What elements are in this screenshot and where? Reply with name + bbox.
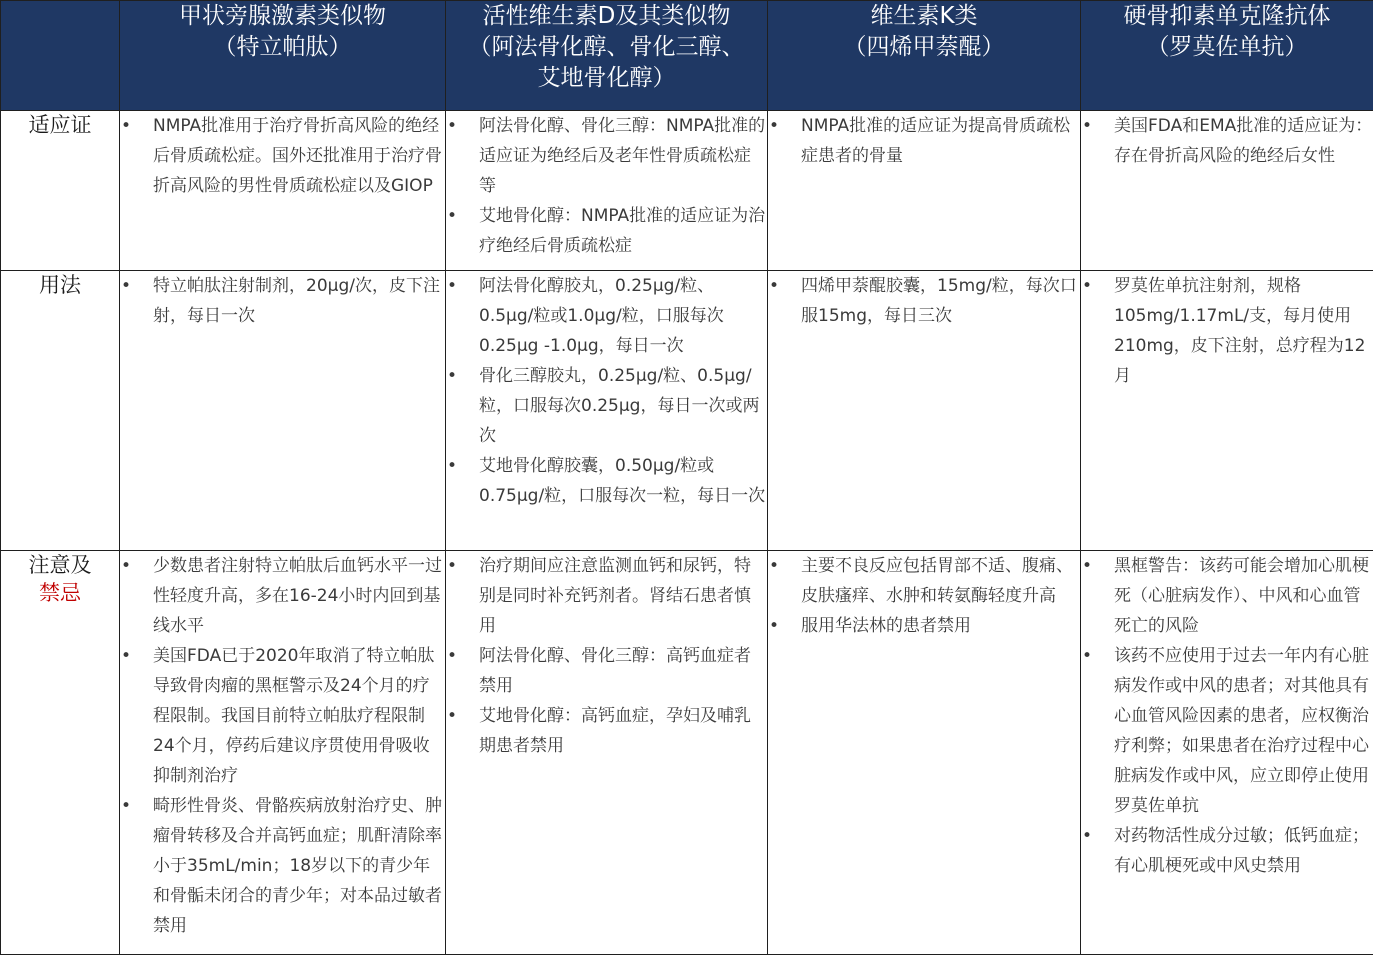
bullet-text: 艾地骨化醇：高钙血症，孕妇及哺乳期患者禁用 — [479, 706, 751, 756]
bullet-item — [1081, 111, 1373, 171]
bullet-item — [768, 611, 1080, 641]
bullet-text: 骨化三醇胶丸，0.25μg/粒、0.5μg/粒，口服每次0.25μg，每日一次或两次 — [479, 366, 760, 446]
bullet-dot: • — [768, 116, 780, 136]
cell-dosage-vitd — [446, 271, 768, 551]
cell-dosage-romosozumab — [1081, 271, 1373, 551]
bullet-dot: • — [446, 116, 458, 136]
bullet-dot: • — [1081, 556, 1093, 576]
bullet-list — [120, 271, 445, 331]
header-active-vitamin-d: 活性维生素D及其类似物 （阿法骨化醇、骨化三醇、 艾地骨化醇） — [446, 1, 768, 111]
bullet-dot: • — [1081, 826, 1093, 846]
cell-precaution-romosozumab — [1081, 551, 1373, 955]
bullet-text: 艾地骨化醇：NMPA批准的适应证为治疗绝经后骨质疏松症 — [479, 206, 766, 256]
bullet-text: 对药物活性成分过敏；低钙血症；有心肌梗死或中风史禁用 — [1114, 826, 1369, 876]
header-vitamin-k: 维生素K类 （四烯甲萘醌） — [768, 1, 1081, 111]
bullet-list — [446, 271, 767, 511]
bullet-item — [120, 551, 445, 641]
bullet-dot: • — [446, 646, 458, 666]
bullet-text: 美国FDA已于2020年取消了特立帕肽导致骨肉瘤的黑框警示及24个月的疗程限制。我国目前特立帕肽疗程限制24个月，停药后建议序贯使用骨吸收抑制剂治疗 — [153, 646, 435, 786]
bullet-text: NMPA批准用于治疗骨折高风险的绝经后骨质疏松症。国外还批准用于治疗骨折高风险的男性骨质疏松症以及GIOP — [153, 116, 442, 196]
bullet-dot: • — [120, 556, 132, 576]
bullet-dot: • — [120, 646, 132, 666]
bullet-text: 阿法骨化醇、骨化三醇：NMPA批准的适应证为绝经后及老年性骨质疏松症等 — [479, 116, 766, 196]
row-precautions — [1, 551, 1373, 955]
bullet-text: 主要不良反应包括胃部不适、腹痛、皮肤瘙痒、水肿和转氨酶轻度升高 — [801, 556, 1073, 606]
bullet-dot: • — [120, 116, 132, 136]
bullet-item — [446, 271, 767, 361]
bullet-list — [1081, 271, 1373, 391]
cell-indication-romosozumab — [1081, 111, 1373, 271]
bullet-item — [768, 271, 1080, 331]
row-indications — [1, 111, 1373, 271]
bullet-item — [120, 641, 445, 791]
cell-indication-vitk — [768, 111, 1081, 271]
row-label: 注意及 禁忌 — [1, 551, 120, 955]
bullet-dot: • — [446, 366, 458, 386]
bullet-text: 畸形性骨炎、骨骼疾病放射治疗史、肿瘤骨转移及合并高钙血症；肌酐清除率小于35mL/min；18岁以下的青少年和骨骺未闭合的青少年；对本品过敏者禁用 — [153, 796, 442, 936]
bullet-dot: • — [446, 276, 458, 296]
bullet-item — [768, 111, 1080, 171]
bullet-text: 该药不应使用于过去一年内有心脏病发作或中风的患者；对其他具有心血管风险因素的患者，应权衡治疗利弊；如果患者在治疗过程中心脏病发作或中风，应立即停止使用罗莫佐单抗 — [1114, 646, 1369, 816]
bullet-dot: • — [446, 206, 458, 226]
bullet-text: 美国FDA和EMA批准的适应证为：存在骨折高风险的绝经后女性 — [1114, 116, 1373, 166]
row-label: 适应证 — [1, 111, 120, 271]
bullet-text: 特立帕肽注射制剂，20μg/次，皮下注射，每日一次 — [153, 276, 440, 326]
bullet-item — [120, 271, 445, 331]
bullet-dot: • — [1081, 276, 1093, 296]
bullet-list — [120, 111, 445, 201]
header-sclerostin-antibody: 硬骨抑素单克隆抗体 （罗莫佐单抗） — [1081, 1, 1373, 111]
header-pth-analog: 甲状旁腺激素类似物 （特立帕肽） — [120, 1, 446, 111]
row-label: 用法 — [1, 271, 120, 551]
bullet-text: NMPA批准的适应证为提高骨质疏松症患者的骨量 — [801, 116, 1071, 166]
cell-precaution-pth — [120, 551, 446, 955]
header-corner — [1, 1, 120, 111]
bullet-list — [768, 111, 1080, 171]
bullet-list — [1081, 551, 1373, 881]
header-row — [1, 1, 1373, 111]
row-dosage — [1, 271, 1373, 551]
bullet-item — [446, 361, 767, 451]
bullet-text: 黑框警告：该药可能会增加心肌梗死（心脏病发作）、中风和心血管死亡的风险 — [1114, 556, 1369, 636]
bullet-list — [768, 271, 1080, 331]
bullet-dot: • — [1081, 646, 1093, 666]
bullet-dot: • — [768, 616, 780, 636]
bullet-item — [446, 701, 767, 761]
bullet-dot: • — [768, 276, 780, 296]
cell-precaution-vitk — [768, 551, 1081, 955]
bullet-item — [446, 111, 767, 201]
bullet-list — [120, 551, 445, 941]
bullet-text: 四烯甲萘醌胶囊，15mg/粒，每次口服15mg，每日三次 — [801, 276, 1077, 326]
bullet-dot: • — [446, 456, 458, 476]
bullet-item — [446, 201, 767, 261]
bullet-list — [446, 551, 767, 761]
bullet-list — [768, 551, 1080, 641]
bullet-list — [1081, 111, 1373, 171]
cell-indication-vitd — [446, 111, 768, 271]
bullet-item — [446, 551, 767, 641]
cell-dosage-vitk — [768, 271, 1081, 551]
bullet-dot: • — [120, 796, 132, 816]
bullet-text: 罗莫佐单抗注射剂，规格105mg/1.17mL/支，每月使用210mg，皮下注射，总疗程为12月 — [1114, 276, 1366, 386]
bullet-item — [446, 451, 767, 511]
bullet-text: 艾地骨化醇胶囊，0.50μg/粒或0.75μg/粒，口服每次一粒，每日一次 — [479, 456, 766, 506]
bullet-dot: • — [446, 556, 458, 576]
bullet-text: 服用华法林的患者禁用 — [801, 616, 971, 636]
bullet-item — [1081, 821, 1373, 881]
bullet-item — [768, 551, 1080, 611]
cell-indication-pth — [120, 111, 446, 271]
cell-precaution-vitd — [446, 551, 768, 955]
bullet-text: 阿法骨化醇胶丸，0.25μg/粒、0.5μg/粒或1.0μg/粒，口服每次0.25μg -1.0μg，每日一次 — [479, 276, 724, 356]
bullet-item — [120, 791, 445, 941]
bullet-dot: • — [446, 706, 458, 726]
cell-dosage-pth — [120, 271, 446, 551]
bullet-dot: • — [1081, 116, 1093, 136]
bullet-list — [446, 111, 767, 261]
bullet-text: 阿法骨化醇、骨化三醇：高钙血症者禁用 — [479, 646, 751, 696]
bullet-item — [120, 111, 445, 201]
bullet-text: 少数患者注射特立帕肽后血钙水平一过性轻度升高，多在16-24小时内回到基线水平 — [153, 556, 442, 636]
bullet-item — [1081, 641, 1373, 821]
bullet-dot: • — [120, 276, 132, 296]
bullet-item — [1081, 271, 1373, 391]
bullet-item — [446, 641, 767, 701]
bullet-text: 治疗期间应注意监测血钙和尿钙，特别是同时补充钙剂者。肾结石患者慎用 — [479, 556, 751, 636]
bullet-item — [1081, 551, 1373, 641]
bullet-dot: • — [768, 556, 780, 576]
